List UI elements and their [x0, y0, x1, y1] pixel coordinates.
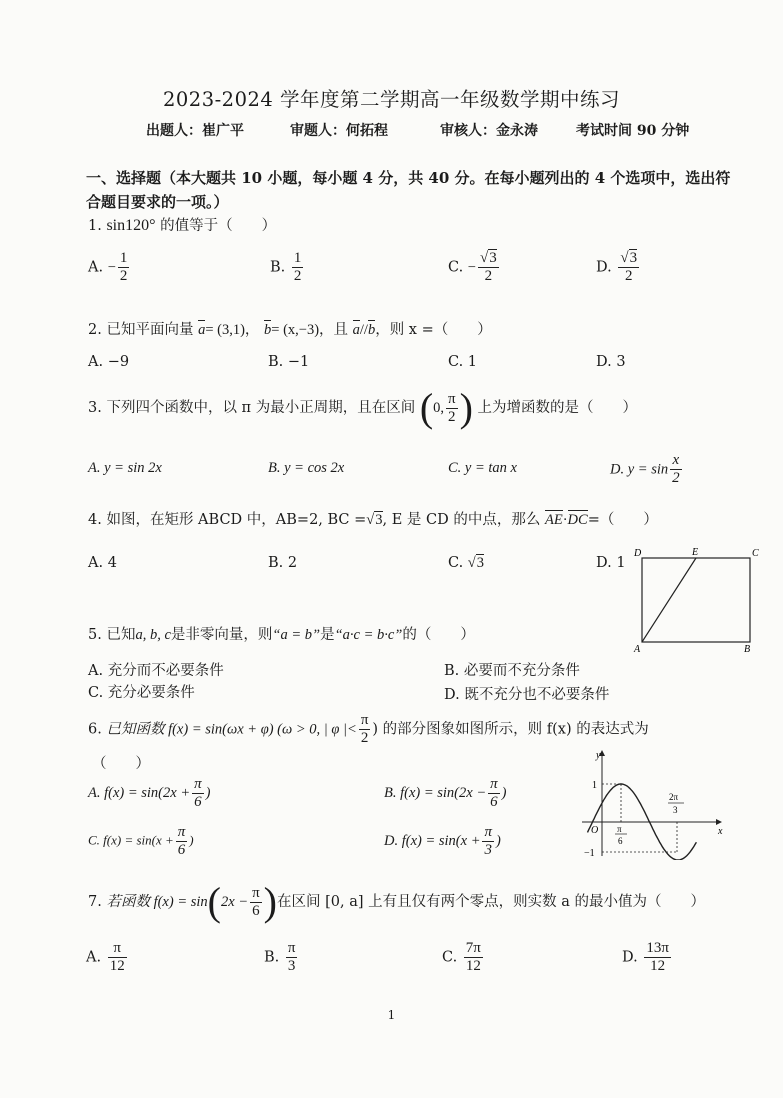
denominator: 2	[448, 408, 456, 425]
question-6	[88, 712, 649, 747]
numerator: π	[252, 884, 260, 901]
vector-b: b	[264, 322, 272, 338]
tick-2pi-3-den: 3	[673, 805, 678, 815]
label-b: B	[744, 644, 751, 655]
option-label: A.	[88, 259, 104, 276]
question-3: 3. 下列四个函数中，以 π 为最小正周期，且在区间 (0, $\frac{\pi}{2}$ ) 上为增函数的是（ ）	[88, 385, 638, 430]
option-label: D.	[596, 259, 612, 276]
denominator: 6	[194, 794, 202, 810]
exam-title: 2023-2024 学年度第二学期高一年级数学期中练习	[162, 88, 621, 111]
numerator: π	[108, 940, 127, 958]
vector-a-value: = (3,1)，	[205, 322, 260, 338]
radicand: 3	[375, 512, 383, 528]
reviewer: 审题人：何拓程	[290, 123, 388, 139]
q3-option-d[interactable]	[610, 452, 684, 487]
q5-option-b[interactable]: B. 必要而不充分条件	[444, 663, 580, 679]
option-text: B. f(x) = sin(2x −	[384, 784, 487, 801]
fraction: $\frac{√3}{2}$	[620, 250, 638, 284]
tick-neg-1: −1	[584, 848, 595, 859]
q2-mid: ，且	[319, 322, 349, 338]
setter: 出题人：崔广平	[146, 123, 244, 139]
fraction	[670, 452, 682, 487]
denominator: 2	[624, 268, 633, 284]
q4-mid: , E 是 CD 的中点，那么	[382, 512, 541, 528]
numerator: 1	[293, 250, 302, 266]
tick-pi-6-den: 6	[618, 836, 623, 846]
denominator: 12	[109, 958, 125, 974]
denominator: 2	[672, 470, 680, 486]
option-text: D. f(x) = sin(x +	[384, 832, 481, 849]
q5-option-d[interactable]: D. 既不充分也不必要条件	[444, 687, 610, 703]
option-close: )	[205, 784, 211, 801]
condition-2: “a·c = b·c”	[334, 627, 403, 643]
q7-pre: 若函数 f(x) = sin	[106, 894, 208, 910]
axis-x-label: x	[718, 826, 723, 837]
numerator: π	[177, 824, 186, 840]
q1-number: 1.	[88, 218, 102, 234]
tick-pi-6-num: π	[617, 824, 622, 834]
q5-post: 的（ ）	[402, 627, 475, 643]
vector-a: a	[352, 322, 360, 338]
numerator: π	[490, 776, 498, 792]
section-heading: 一、选择题（本大题共 10 小题，每小题 4 分，共 40 分。在每小题列出的 4 个选项中，选出符合题目要求的一项。）	[86, 169, 731, 211]
fraction	[488, 776, 500, 811]
denominator: 2	[293, 268, 302, 284]
label-e: E	[692, 547, 699, 558]
q7-option-b[interactable]	[264, 940, 299, 975]
q1-option-c[interactable]	[448, 250, 501, 285]
q1-math: sin120°	[106, 217, 156, 234]
page-number: 1	[387, 1008, 396, 1022]
label-c: C	[752, 548, 759, 559]
q6-number: 6.	[88, 721, 102, 738]
q7-number: 7.	[88, 894, 102, 910]
numerator: 1	[119, 250, 128, 266]
q1-option-a[interactable]	[88, 250, 131, 285]
radicand: 3	[489, 250, 497, 266]
tick-1: 1	[592, 780, 597, 791]
fraction	[286, 940, 298, 975]
sign: −	[107, 259, 116, 276]
rectangle-figure	[628, 544, 768, 656]
tick-2pi-3-num: 2π	[669, 792, 679, 802]
q4-pre: 如图，在矩形 ABCD 中，AB=2, BC =	[106, 512, 367, 528]
option-close: )	[189, 832, 194, 848]
q6-post: ) 的部分图象如图所示，则 f(x) 的表达式为	[372, 721, 649, 738]
fraction	[644, 940, 671, 975]
parallel-sign: //	[359, 322, 368, 338]
q3-option-a[interactable]: A. y = sin 2x	[88, 460, 162, 476]
q2-option-d[interactable]: D. 3	[596, 354, 626, 370]
option-text: C. f(x) = sin(x +	[88, 832, 174, 848]
option-d-text: D. y = sin	[610, 461, 669, 478]
numerator: π	[448, 390, 456, 407]
q6-option-a[interactable]	[88, 776, 210, 811]
q4-option-d[interactable]: D. 1	[596, 555, 626, 571]
dot-sign: ·	[562, 512, 568, 528]
vector-ae: AE	[544, 512, 563, 528]
denominator: 6	[252, 902, 260, 919]
fraction	[176, 824, 188, 859]
q1-option-b[interactable]	[270, 250, 305, 285]
fraction	[292, 250, 304, 285]
option-close: )	[496, 832, 501, 849]
q5-option-c[interactable]: C. 充分必要条件	[88, 685, 195, 701]
q6-pre: 已知函数 f(x) = sin(ωx + φ) (ω > 0, | φ |<	[106, 721, 357, 738]
fraction	[464, 940, 483, 975]
q1-text: 的值等于（ ）	[160, 218, 277, 234]
q2-option-b[interactable]: B. −1	[268, 354, 310, 370]
sine-graph	[578, 748, 726, 860]
q4-option-a[interactable]: A. 4	[88, 555, 117, 571]
q5-number: 5.	[88, 627, 102, 643]
question-7: 7. 若函数 f(x) = sin(2x − $\frac{\pi}{6}$ )在区间 [0, a] 上有且仅有两个零点，则实数 a 的最小值为（ ）	[88, 879, 705, 924]
q2-pre: 已知平面向量	[106, 322, 194, 338]
q6-option-c[interactable]	[88, 824, 194, 859]
question-2	[88, 318, 492, 339]
q6-answer-paren: （ ）	[92, 756, 150, 772]
vector-dc: DC	[567, 512, 588, 528]
q1-option-d[interactable]	[596, 250, 641, 285]
numerator: π	[194, 776, 202, 792]
q3-option-c[interactable]: C. y = tan x	[448, 460, 517, 476]
q2-option-a[interactable]: A. −9	[88, 354, 130, 370]
radicand: 3	[629, 250, 638, 266]
option-label: B.	[264, 949, 280, 966]
q3-option-b[interactable]: B. y = cos 2x	[268, 460, 345, 476]
numerator: 7π	[465, 940, 481, 956]
option-text: A. f(x) = sin(2x +	[88, 784, 191, 801]
fraction	[446, 391, 458, 426]
denominator: 2	[119, 268, 128, 284]
q2-option-c[interactable]: C. 1	[448, 354, 478, 370]
q6-option-d[interactable]	[384, 824, 501, 859]
vector-b: b	[367, 322, 376, 338]
option-label: C.	[448, 555, 464, 571]
label-a: A	[634, 644, 641, 655]
numerator: π	[287, 940, 296, 956]
question-5	[88, 623, 475, 644]
origin-label: O	[591, 825, 599, 836]
numerator: x	[670, 452, 682, 470]
sign: −	[467, 259, 476, 276]
numerator: π	[484, 824, 492, 840]
q4-option-b[interactable]: B. 2	[268, 555, 298, 571]
fraction	[192, 776, 204, 811]
q4-number: 4.	[88, 512, 102, 528]
vectors: a, b, c	[135, 627, 171, 643]
fraction	[250, 885, 262, 920]
fraction	[359, 712, 371, 747]
option-label: C.	[448, 259, 464, 276]
fraction	[108, 940, 127, 975]
radicand: 3	[476, 555, 485, 571]
vector-b-value: = (x,−3)	[271, 322, 320, 338]
q5-option-a[interactable]: A. 充分而不必要条件	[88, 663, 224, 679]
exam-time: 考试时间 90 分钟	[576, 123, 690, 139]
q2-number: 2.	[88, 322, 102, 338]
denominator: 2	[360, 730, 369, 746]
vector-a: a	[198, 322, 206, 338]
denominator: 3	[484, 842, 492, 858]
q5-is: 是	[320, 627, 335, 643]
q4-option-c[interactable]: C. √3	[448, 555, 485, 571]
condition-1: “a = b”	[272, 627, 321, 643]
q7-arg: 2x −	[220, 894, 249, 910]
q3-number: 3.	[88, 400, 102, 416]
auditor: 审核人：金永涛	[440, 123, 538, 139]
denominator: 6	[177, 842, 186, 858]
axis-y-label: y	[596, 750, 601, 761]
numerator: π	[360, 712, 369, 728]
option-label: A.	[86, 949, 102, 966]
question-1	[88, 214, 276, 235]
fraction: $\frac{√3}{2}$	[479, 250, 497, 284]
option-label: D.	[622, 949, 638, 966]
interval-left: 0,	[433, 400, 445, 416]
denominator: 12	[465, 958, 481, 974]
q7-mid: 在区间 [0, a] 上有且仅有两个零点，则实数 a 的最小值为（ ）	[277, 894, 705, 910]
option-label: C.	[442, 949, 458, 966]
label-d: D	[634, 548, 642, 559]
q3-post: 上为增函数的是（ ）	[477, 400, 638, 416]
q5-mid: 是非零向量，则	[170, 627, 273, 643]
numerator: 13π	[646, 940, 669, 956]
q5-pre: 已知	[106, 627, 136, 643]
q6-option-b[interactable]	[384, 776, 506, 811]
question-4: 4. 如图，在矩形 ABCD 中，AB=2, BC =√3, E 是 CD 的中点，那么 AE·DC=（ ）	[88, 512, 658, 528]
q7-option-a[interactable]	[86, 940, 129, 975]
q2-post: ，则 x =（ ）	[375, 322, 492, 338]
denominator: 6	[490, 794, 498, 810]
option-label: B.	[270, 259, 286, 276]
option-close: )	[501, 784, 507, 801]
denominator: 12	[650, 958, 666, 974]
q3-pre: 下列四个函数中，以 π 为最小正周期，且在区间	[106, 400, 416, 416]
q7-option-c[interactable]	[442, 940, 485, 975]
q4-post: =（ ）	[587, 512, 658, 528]
fraction	[118, 250, 130, 285]
denominator: 2	[484, 268, 493, 284]
denominator: 3	[287, 958, 296, 974]
q7-option-d[interactable]	[622, 940, 673, 975]
fraction	[482, 824, 494, 859]
